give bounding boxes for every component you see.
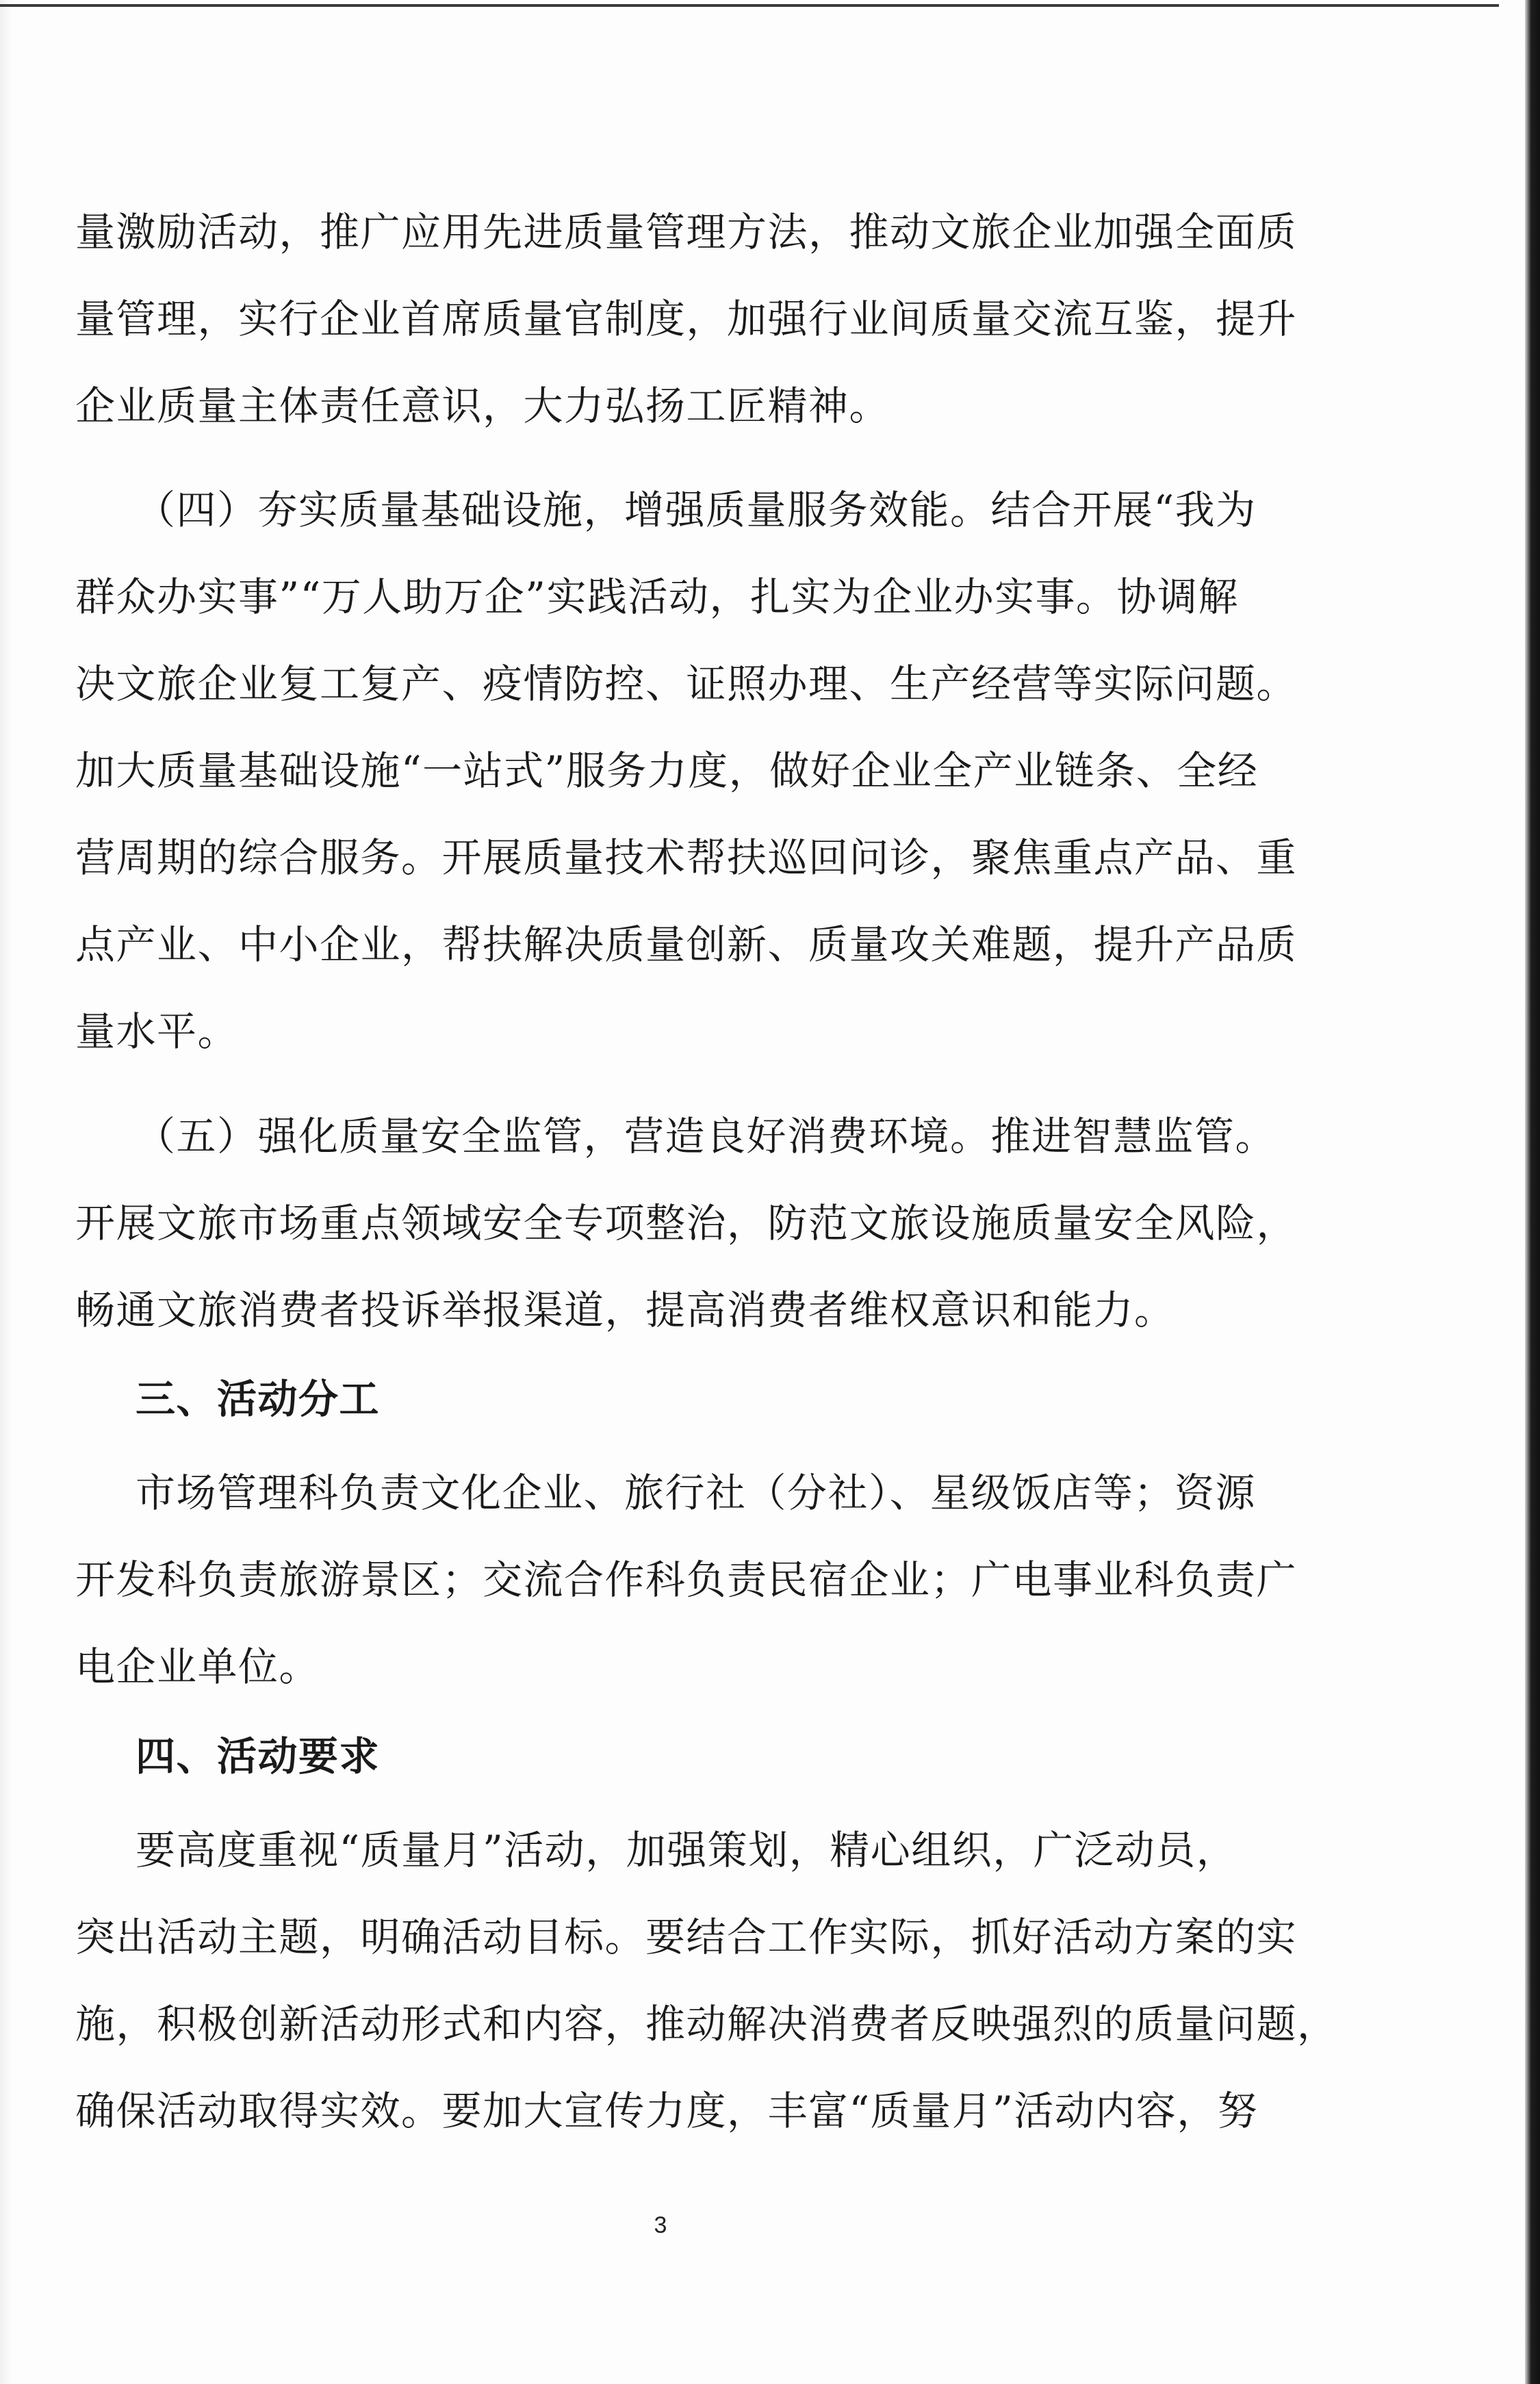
paragraph-line: 电企业单位。: [75, 1643, 320, 1690]
section-4-heading-line: （四）夯实质量基础设施，增强质量服务效能。结合开展“我为: [136, 487, 1257, 533]
paragraph-line: 决文旅企业复工复产、疫情防控、证照办理、生产经营等实际问题。: [75, 661, 1298, 707]
paragraph-line: 市场管理科负责文化企业、旅行社（分社）、星级饭店等；资源: [136, 1470, 1257, 1516]
page-number: 3: [654, 2212, 667, 2238]
section-5-heading-line: （五）强化质量安全监管，营造良好消费环境。推进智慧监管。: [136, 1113, 1276, 1159]
scan-right-edge: [1525, 0, 1540, 2384]
paragraph-line: 企业质量主体责任意识，大力弘扬工匠精神。: [75, 383, 890, 429]
paragraph-line: 量管理，实行企业首席质量官制度，加强行业间质量交流互鉴，提升: [75, 296, 1298, 342]
paragraph-line: 加大质量基础设施“一站式”服务力度，做好企业全产业链条、全经: [75, 747, 1259, 794]
paragraph-line: 突出活动主题，明确活动目标。要结合工作实际，抓好活动方案的实: [75, 1914, 1298, 1960]
paragraph-line: 开发科负责旅游景区；交流合作科负责民宿企业；广电事业科负责广: [75, 1556, 1298, 1603]
paragraph-line: 要高度重视“质量月”活动，加强策划，精心组织，广泛动员，: [136, 1827, 1237, 1873]
paragraph-line: 量水平。: [75, 1008, 239, 1055]
paragraph-line: 畅通文旅消费者投诉举报渠道，提高消费者维权意识和能力。: [75, 1287, 1175, 1333]
scan-top-border: [0, 4, 1499, 7]
paragraph-line: 营周期的综合服务。开展质量技术帮扶巡回问诊，聚焦重点产品、重: [75, 834, 1298, 881]
section-heading-division-of-work: 三、活动分工: [136, 1376, 381, 1422]
paragraph-line: 群众办实事”“万人助万企”实践活动，扎实为企业办实事。协调解: [75, 574, 1239, 620]
paragraph-line: 点产业、中小企业，帮扶解决质量创新、质量攻关难题，提升产品质: [75, 921, 1298, 968]
scan-left-shade: [0, 0, 12, 2384]
paragraph-line: 施，积极创新活动形式和内容，推动解决消费者反映强烈的质量问题，: [75, 2001, 1338, 2047]
paragraph-line: 确保活动取得实效。要加大宣传力度，丰富“质量月”活动内容，努: [75, 2088, 1259, 2134]
section-heading-requirements: 四、活动要求: [136, 1733, 381, 1780]
paragraph-line: 量激励活动，推广应用先进质量管理方法，推动文旅企业加强全面质: [75, 209, 1298, 255]
paragraph-line: 开展文旅市场重点领域安全专项整治，防范文旅设施质量安全风险，: [75, 1200, 1298, 1246]
